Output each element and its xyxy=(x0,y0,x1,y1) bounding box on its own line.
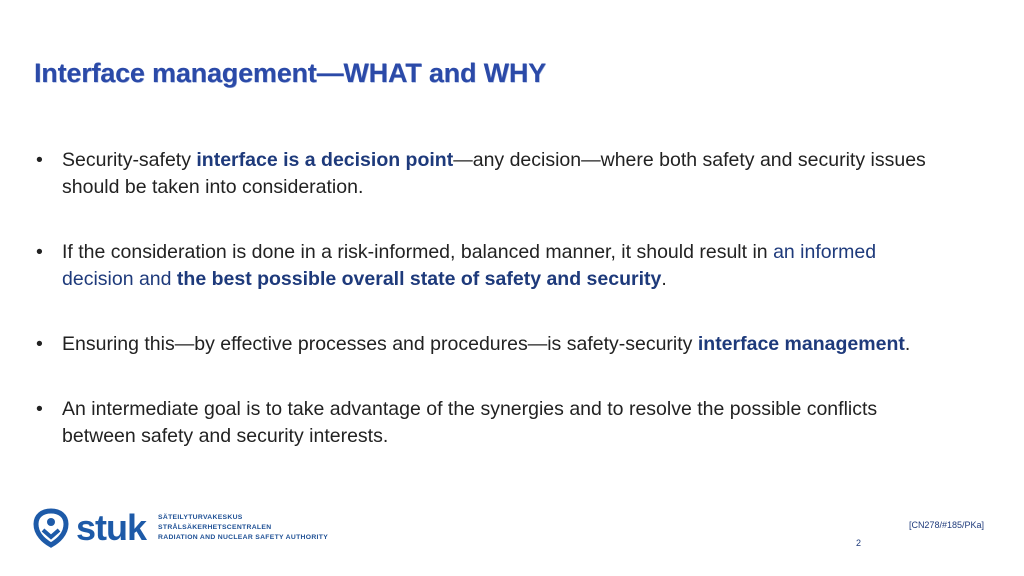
bullet-list xyxy=(34,147,934,488)
bullet-item-4 xyxy=(34,396,934,450)
slide-title: Interface management—WHAT and WHY xyxy=(34,58,546,88)
bullet-item-1 xyxy=(34,147,934,201)
logo-subtitle xyxy=(158,513,328,543)
bullet-emphasis: the best possible overall state of safety and security xyxy=(176,268,662,290)
stuk-shield-icon xyxy=(32,508,70,548)
bullet-text: . xyxy=(661,268,667,290)
bullet-marker: • xyxy=(36,241,43,263)
bullet-text: —any decision—where both safety and security issues should be taken into consideration. xyxy=(62,149,926,198)
logo-wordmark: stuk xyxy=(76,507,147,548)
logo-line-finnish: SÄTEILYTURVAKESKUS xyxy=(158,514,243,521)
bullet-marker: • xyxy=(36,333,43,355)
stuk-logo xyxy=(32,508,328,548)
page-number: 2 xyxy=(856,538,862,548)
bullet-highlight: an informed decision and xyxy=(62,241,877,290)
bullet-item-2 xyxy=(34,239,934,293)
bullet-marker: • xyxy=(36,398,43,420)
bullet-text: An intermediate goal is to take advantage of the synergies and to resolve the possible conflicts between safety and security interests. xyxy=(62,398,878,447)
logo-line-swedish: STRÅLSÄKERHETSCENTRALEN xyxy=(158,524,272,531)
bullet-emphasis: interface management xyxy=(697,333,905,355)
bullet-text: . xyxy=(904,333,911,355)
bullet-emphasis: interface is a decision point xyxy=(196,149,454,171)
bullet-text: If the consideration is done in a risk-informed, balanced manner, it should result in xyxy=(62,241,774,263)
document-reference: [CN278/#185/PKa] xyxy=(908,520,984,530)
bullet-item-3 xyxy=(34,331,934,358)
bullet-marker: • xyxy=(36,149,43,171)
bullet-text: Security-safety xyxy=(62,149,197,171)
bullet-text: Ensuring this—by effective processes and procedures—is safety-security xyxy=(62,333,698,355)
logo-line-english: RADIATION AND NUCLEAR SAFETY AUTHORITY xyxy=(158,534,329,541)
